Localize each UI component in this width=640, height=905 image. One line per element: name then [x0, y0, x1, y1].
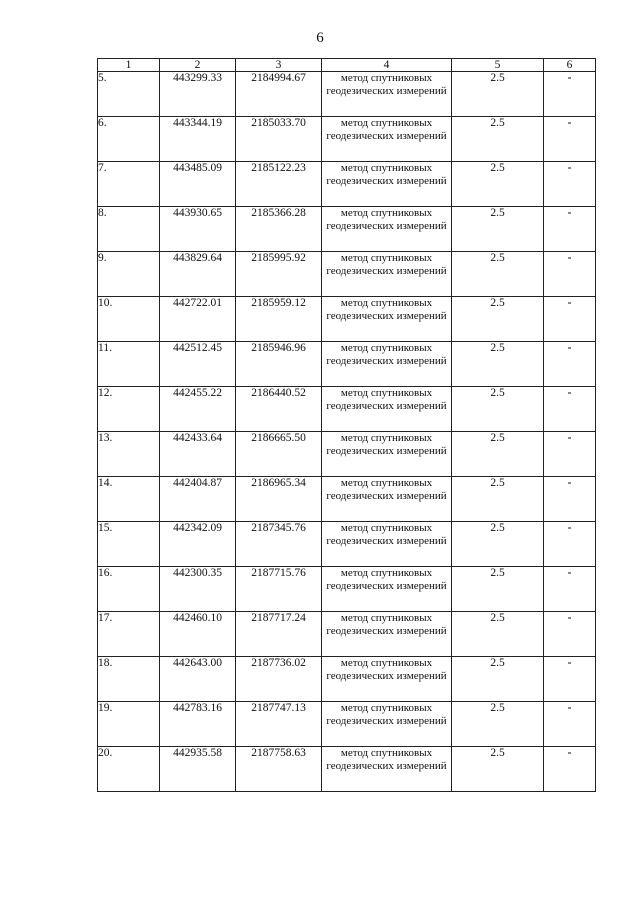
table-row — [98, 432, 596, 477]
x-coordinate-cell: 442935.58 — [160, 747, 236, 792]
accuracy-cell: 2.5 — [452, 297, 544, 342]
method-cell: метод спутниковых геодезических измерений — [322, 522, 452, 567]
method-cell: метод спутниковых геодезических измерений — [322, 702, 452, 747]
note-cell: - — [544, 342, 596, 387]
table-row — [98, 657, 596, 702]
note-cell: - — [544, 252, 596, 297]
y-coordinate-cell: 2185959.12 — [236, 297, 322, 342]
table-row — [98, 477, 596, 522]
y-coordinate-cell: 2185122.23 — [236, 162, 322, 207]
point-number-cell: 9. — [98, 252, 160, 297]
accuracy-cell: 2.5 — [452, 522, 544, 567]
method-cell: метод спутниковых геодезических измерений — [322, 342, 452, 387]
table-row — [98, 522, 596, 567]
note-cell: - — [544, 657, 596, 702]
column-header-1: 1 — [98, 59, 160, 72]
table-row — [98, 72, 596, 117]
y-coordinate-cell: 2185946.96 — [236, 342, 322, 387]
accuracy-cell: 2.5 — [452, 387, 544, 432]
point-number-cell: 5. — [98, 72, 160, 117]
column-header-6: 6 — [544, 59, 596, 72]
x-coordinate-cell: 443829.64 — [160, 252, 236, 297]
page-number: 6 — [316, 30, 324, 46]
x-coordinate-cell: 443485.09 — [160, 162, 236, 207]
note-cell: - — [544, 72, 596, 117]
method-cell: метод спутниковых геодезических измерений — [322, 387, 452, 432]
accuracy-cell: 2.5 — [452, 342, 544, 387]
accuracy-cell: 2.5 — [452, 207, 544, 252]
column-header-2: 2 — [160, 59, 236, 72]
point-number-cell: 20. — [98, 747, 160, 792]
accuracy-cell: 2.5 — [452, 117, 544, 162]
table-row — [98, 387, 596, 432]
accuracy-cell: 2.5 — [452, 477, 544, 522]
table-row — [98, 702, 596, 747]
method-cell: метод спутниковых геодезических измерений — [322, 477, 452, 522]
point-number-cell: 15. — [98, 522, 160, 567]
point-number-cell: 12. — [98, 387, 160, 432]
y-coordinate-cell: 2186665.50 — [236, 432, 322, 477]
accuracy-cell: 2.5 — [452, 567, 544, 612]
table-row — [98, 342, 596, 387]
point-number-cell: 7. — [98, 162, 160, 207]
point-number-cell: 18. — [98, 657, 160, 702]
table-row — [98, 117, 596, 162]
x-coordinate-cell: 442342.09 — [160, 522, 236, 567]
note-cell: - — [544, 702, 596, 747]
x-coordinate-cell: 443344.19 — [160, 117, 236, 162]
point-number-cell: 8. — [98, 207, 160, 252]
method-cell: метод спутниковых геодезических измерений — [322, 432, 452, 477]
y-coordinate-cell: 2187717.24 — [236, 612, 322, 657]
point-number-cell: 13. — [98, 432, 160, 477]
accuracy-cell: 2.5 — [452, 252, 544, 297]
x-coordinate-cell: 442722.01 — [160, 297, 236, 342]
x-coordinate-cell: 442643.00 — [160, 657, 236, 702]
table-row — [98, 567, 596, 612]
point-number-cell: 10. — [98, 297, 160, 342]
method-cell: метод спутниковых геодезических измерений — [322, 207, 452, 252]
note-cell: - — [544, 297, 596, 342]
accuracy-cell: 2.5 — [452, 72, 544, 117]
column-header-3: 3 — [236, 59, 322, 72]
method-cell: метод спутниковых геодезических измерений — [322, 747, 452, 792]
y-coordinate-cell: 2187715.76 — [236, 567, 322, 612]
point-number-cell: 19. — [98, 702, 160, 747]
x-coordinate-cell: 442300.35 — [160, 567, 236, 612]
point-number-cell: 6. — [98, 117, 160, 162]
y-coordinate-cell: 2184994.67 — [236, 72, 322, 117]
y-coordinate-cell: 2185033.70 — [236, 117, 322, 162]
accuracy-cell: 2.5 — [452, 702, 544, 747]
method-cell: метод спутниковых геодезических измерений — [322, 297, 452, 342]
x-coordinate-cell: 442455.22 — [160, 387, 236, 432]
x-coordinate-cell: 442404.87 — [160, 477, 236, 522]
x-coordinate-cell: 442433.64 — [160, 432, 236, 477]
x-coordinate-cell: 443930.65 — [160, 207, 236, 252]
note-cell: - — [544, 567, 596, 612]
point-number-cell: 14. — [98, 477, 160, 522]
method-cell: метод спутниковых геодезических измерений — [322, 567, 452, 612]
y-coordinate-cell: 2186965.34 — [236, 477, 322, 522]
method-cell: метод спутниковых геодезических измерений — [322, 117, 452, 162]
point-number-cell: 16. — [98, 567, 160, 612]
coordinates-table — [97, 58, 596, 792]
accuracy-cell: 2.5 — [452, 162, 544, 207]
column-header-5: 5 — [452, 59, 544, 72]
accuracy-cell: 2.5 — [452, 432, 544, 477]
table-body — [98, 72, 596, 792]
table-header-row — [98, 59, 596, 72]
point-number-cell: 11. — [98, 342, 160, 387]
table-row — [98, 747, 596, 792]
method-cell: метод спутниковых геодезических измерений — [322, 252, 452, 297]
method-cell: метод спутниковых геодезических измерений — [322, 72, 452, 117]
note-cell: - — [544, 162, 596, 207]
note-cell: - — [544, 477, 596, 522]
note-cell: - — [544, 387, 596, 432]
point-number-cell: 17. — [98, 612, 160, 657]
method-cell: метод спутниковых геодезических измерений — [322, 612, 452, 657]
table-row — [98, 207, 596, 252]
y-coordinate-cell: 2185366.28 — [236, 207, 322, 252]
accuracy-cell: 2.5 — [452, 747, 544, 792]
note-cell: - — [544, 207, 596, 252]
note-cell: - — [544, 432, 596, 477]
table-row — [98, 252, 596, 297]
y-coordinate-cell: 2187736.02 — [236, 657, 322, 702]
x-coordinate-cell: 442783.16 — [160, 702, 236, 747]
y-coordinate-cell: 2187747.13 — [236, 702, 322, 747]
column-header-4: 4 — [322, 59, 452, 72]
note-cell: - — [544, 522, 596, 567]
table-row — [98, 297, 596, 342]
accuracy-cell: 2.5 — [452, 657, 544, 702]
y-coordinate-cell: 2185995.92 — [236, 252, 322, 297]
note-cell: - — [544, 117, 596, 162]
y-coordinate-cell: 2186440.52 — [236, 387, 322, 432]
table-row — [98, 612, 596, 657]
note-cell: - — [544, 612, 596, 657]
accuracy-cell: 2.5 — [452, 612, 544, 657]
table-row — [98, 162, 596, 207]
note-cell: - — [544, 747, 596, 792]
x-coordinate-cell: 442512.45 — [160, 342, 236, 387]
y-coordinate-cell: 2187758.63 — [236, 747, 322, 792]
y-coordinate-cell: 2187345.76 — [236, 522, 322, 567]
x-coordinate-cell: 443299.33 — [160, 72, 236, 117]
x-coordinate-cell: 442460.10 — [160, 612, 236, 657]
method-cell: метод спутниковых геодезических измерений — [322, 657, 452, 702]
method-cell: метод спутниковых геодезических измерений — [322, 162, 452, 207]
